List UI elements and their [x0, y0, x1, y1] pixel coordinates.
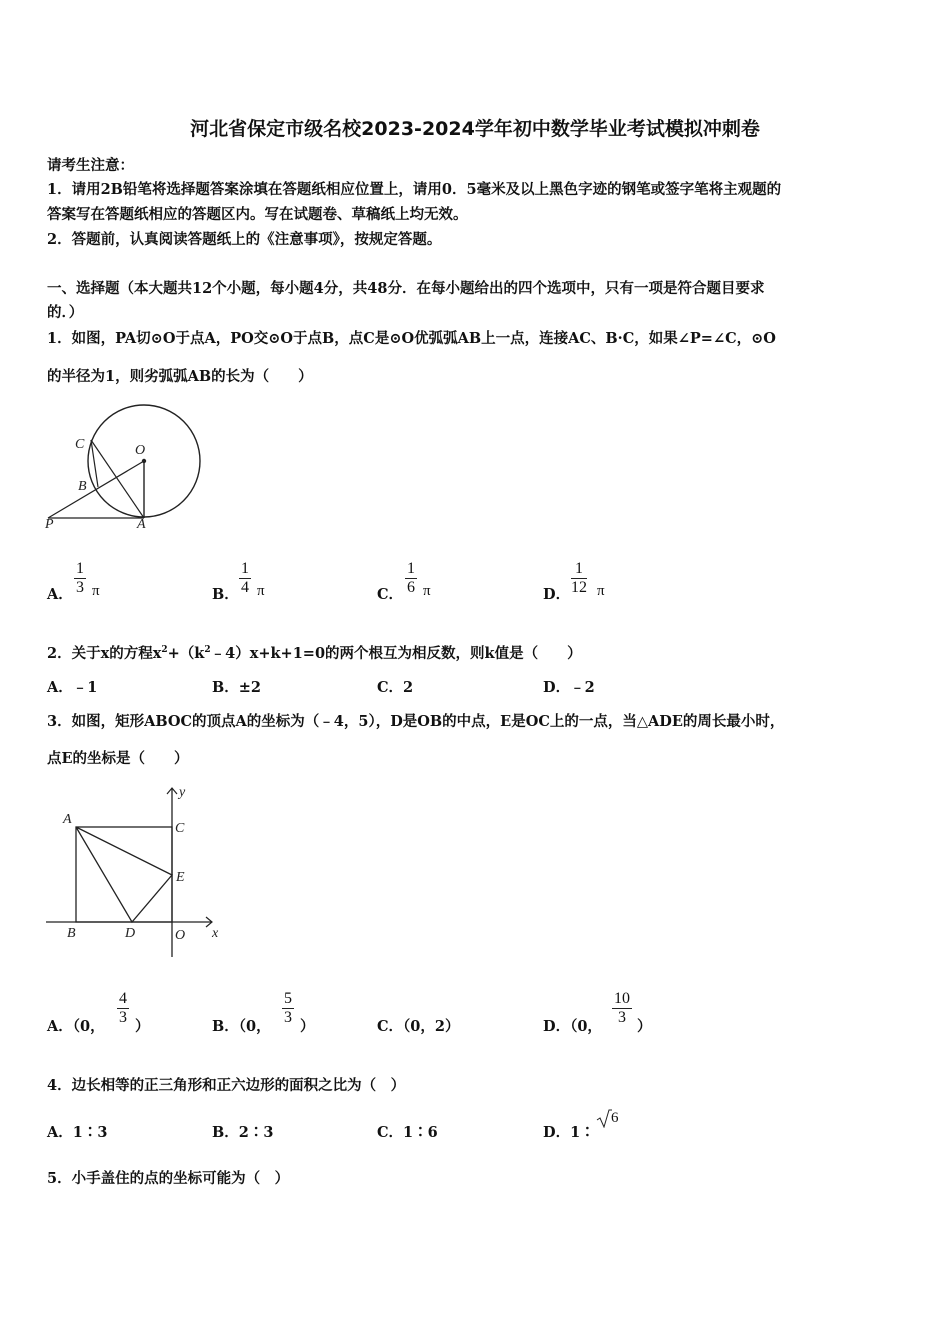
q4-option-d: D．1∶ [543, 1124, 595, 1141]
q3-option-b-tail: ） [300, 1018, 315, 1035]
q1-option-c-label: C． [377, 586, 404, 603]
q1-option-b-label: B． [212, 586, 239, 603]
q3-figure [42, 782, 232, 962]
q3-option-d-fraction: $\frac{10}{3}$ [614, 990, 630, 1026]
q2-option-b: B．±2 [212, 679, 261, 696]
q1-text-b: 的半径为1，则劣弧弧AB的长为（ ） [47, 368, 313, 385]
q1-label-b: B [78, 479, 87, 494]
q3-label-a: A [63, 812, 72, 827]
q1-figure [44, 400, 208, 535]
q4-option-a: A．1∶3 [47, 1124, 108, 1141]
q3-label-x: x [212, 926, 219, 941]
notice-line-1a: 1．请用2B铅笔将选择题答案涂填在答题纸相应位置上，请用0．5毫米及以上黑色字迹的钢笔或签字笔将主观题的 [47, 181, 782, 198]
q3-option-a-tail: ） [135, 1018, 150, 1035]
q3-option-d-label: D．（0， [543, 1018, 602, 1035]
q3-label-d: D [125, 926, 136, 941]
q5-text: 5．小手盖住的点的坐标可能为（ ） [47, 1170, 290, 1187]
q2-option-a: A．﹣1 [47, 679, 98, 696]
section-heading-a: 一、选择题（本大题共12个小题，每小题4分，共48分．在每小题给出的四个选项中，只有一项是符合题目要求 [47, 280, 765, 297]
q4-option-b: B．2∶3 [212, 1124, 274, 1141]
q4-text: 4．边长相等的正三角形和正六边形的面积之比为（ ） [47, 1077, 406, 1094]
q1-label-c: C [75, 437, 85, 452]
q1-option-c-pi: π [423, 583, 431, 599]
q3-option-a-label: A．（0， [47, 1018, 105, 1035]
q3-option-b-label: B．（0， [212, 1018, 271, 1035]
q2-option-d: D．﹣2 [543, 679, 595, 696]
q1-option-b-pi: π [257, 583, 265, 599]
sqrt-symbol [596, 1108, 612, 1128]
q3-label-e: E [176, 870, 185, 885]
q3-option-a-fraction: $\frac{4}{3}$ [119, 990, 127, 1026]
q1-option-a-pi: π [92, 583, 100, 599]
q3-label-o: O [175, 928, 186, 943]
notice-heading: 请考生注意： [47, 157, 134, 174]
notice-line-1b: 答案写在答题纸相应的答题区内。写在试题卷、草稿纸上均无效。 [47, 206, 468, 223]
q4-option-d-sqrt-value: 6 [611, 1110, 619, 1126]
q3-option-d-tail: ） [637, 1018, 652, 1035]
q3-label-c: C [175, 821, 185, 836]
q1-option-d-fraction: $\frac{1}{12}$ [571, 560, 587, 596]
q3-text-a: 3．如图，矩形ABOC的顶点A的坐标为（﹣4，5），D是OB的中点，E是OC上的一点，当△ADE的周长最小时， [47, 713, 785, 730]
notice-line-2: 2．答题前，认真阅读答题纸上的《注意事项》，按规定答题。 [47, 231, 442, 248]
q3-label-b: B [67, 926, 76, 941]
q1-option-a-label: A． [47, 586, 73, 603]
q1-option-d-pi: π [597, 583, 605, 599]
q1-label-a: A [137, 517, 146, 532]
q1-option-b-fraction: $\frac{1}{4}$ [241, 560, 249, 596]
q3-option-b-fraction: $\frac{5}{3}$ [284, 990, 292, 1026]
q1-option-a-fraction: $\frac{1}{3}$ [76, 560, 84, 596]
q2-option-c: C．2 [377, 679, 414, 696]
q4-option-c: C．1∶6 [377, 1124, 438, 1141]
q1-label-o: O [135, 443, 146, 458]
q1-option-d-label: D． [543, 586, 571, 603]
section-heading-b: 的．） [47, 304, 84, 321]
q3-text-b: 点E的坐标是（ ） [47, 750, 189, 767]
q3-label-y: y [179, 785, 186, 800]
q1-option-c-fraction: $\frac{1}{6}$ [407, 560, 415, 596]
q3-option-c: C．（0，2） [377, 1018, 460, 1035]
page-title: 河北省保定市级名校2023-2024学年初中数学毕业考试模拟冲刺卷 [190, 118, 760, 140]
q2-text: 2．关于x的方程$x^2+(k^2﹣4)x+k+1=0$的两个根互为相反数，则k值是（ ） [47, 645, 582, 662]
q1-label-p: P [45, 517, 54, 532]
q1-text-a: 1．如图，PA切⊙O于点A，PO交⊙O于点B，点C是⊙O优弧弧AB上一点，连接AC、B·C，如果∠P=∠C，⊙O [47, 330, 776, 347]
